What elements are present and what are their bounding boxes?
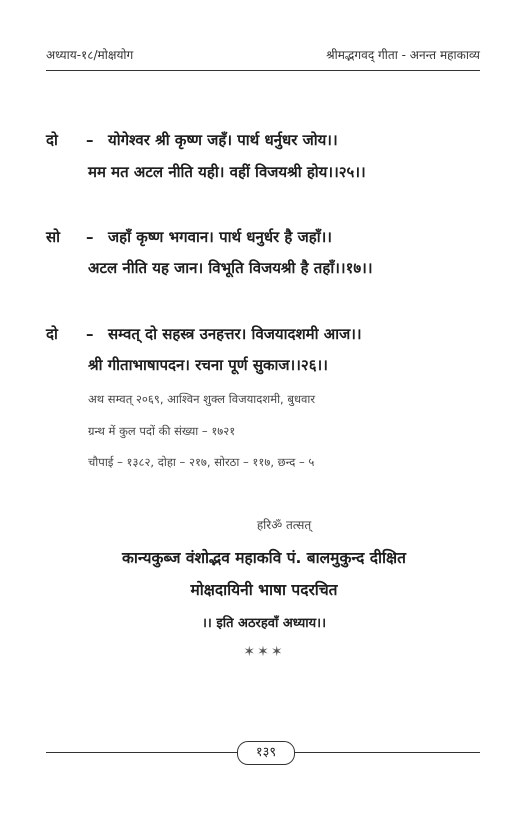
author-line: कान्यकुब्ज वंशोद्भव महाकवि पं. बालमुकुन्द दीक्षित — [122, 549, 406, 567]
invocation: हरिॐ तत्सत् — [256, 518, 312, 532]
ornament-stars: ✶✶✶ — [243, 644, 285, 660]
verse-1-text-1: योगेश्वर श्री कृष्ण जहँ। पार्थ धर्नुधर जोय।। — [108, 131, 338, 149]
verse-2-text-1: जहाँ कृष्ण भगवान। पार्थ धनुर्धर है जहाँ।। — [108, 228, 332, 246]
verse-3-line-2: श्री गीताभाषापदन। रचना पूर्ण सुकाज।।२६।। — [88, 356, 328, 374]
book-title-header: श्रीमद्भगवद् गीता - अनन्त महाकाव्य — [326, 48, 480, 62]
verse-2-line-1 — [46, 227, 332, 247]
verse-2-label: सो — [46, 228, 61, 246]
verse-3-dash: – — [86, 325, 94, 343]
meter-count-note: चौपाई – १३८२, दोहा – २१७, सोरठा – ११७, छन्द – ५ — [88, 455, 315, 469]
verse-3-label: दो — [46, 325, 58, 343]
verse-3-line-1 — [46, 324, 362, 344]
verse-1-line-2: मम मत अटल नीति यही। वहीं विजयश्री होय।।२५।। — [88, 163, 366, 181]
work-line: मोक्षदायिनी भाषा पदरचित — [190, 581, 338, 599]
footer-rule-right — [292, 752, 480, 753]
verse-1-line-1 — [46, 130, 338, 150]
chapter-end-line: ।। इति अठरहवाँ अध्याय।। — [201, 616, 326, 631]
verse-2-dash: – — [86, 228, 94, 246]
page-number: १३९ — [237, 741, 295, 765]
date-note: अथ सम्वत् २०६९, आश्विन शुक्ल विजयादशमी, बुधवार — [88, 392, 316, 406]
verse-1-dash: – — [86, 131, 94, 149]
verse-1-label: दो — [46, 131, 58, 149]
verse-count-note: ग्रन्थ में कुल पदों की संख्या – १७२१ — [88, 424, 236, 438]
header-rule — [46, 70, 480, 71]
verse-3-text-1: सम्वत् दो सहस्त्र उनहत्तर। विजयादशमी आज।। — [108, 325, 362, 343]
verse-2-line-2: अटल नीति यह जान। विभूति विजयश्री है तहाँ।।१७।। — [88, 259, 373, 277]
chapter-header: अध्याय-१८/मोक्षयोग — [46, 48, 134, 62]
footer-rule-left — [46, 752, 238, 753]
